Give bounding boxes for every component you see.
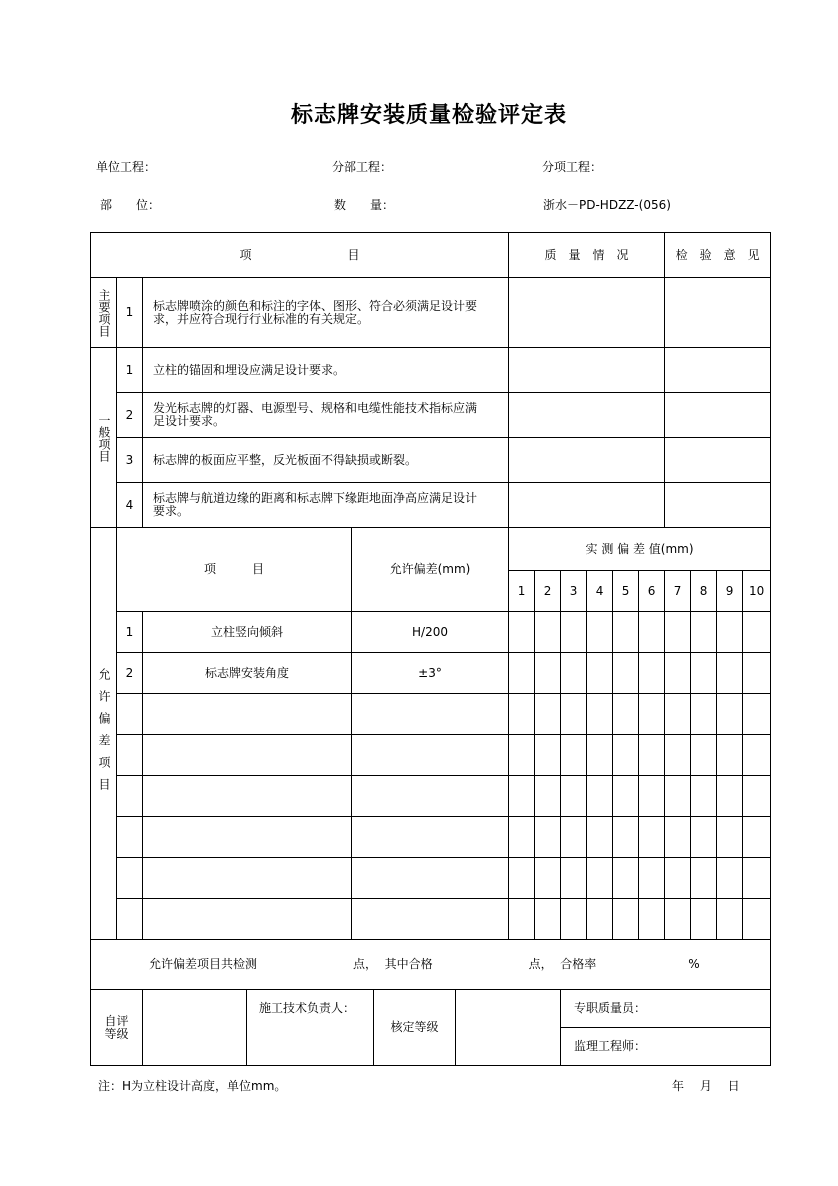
signoff-table bbox=[90, 989, 771, 1066]
measured-value-cell[interactable] bbox=[509, 899, 535, 940]
measure-col-header: 8 bbox=[691, 571, 717, 612]
row-no[interactable] bbox=[117, 735, 143, 776]
deviation-summary bbox=[91, 940, 771, 990]
measured-value-cell[interactable] bbox=[613, 776, 639, 817]
measured-value-cell[interactable] bbox=[639, 899, 665, 940]
measured-value-cell[interactable] bbox=[691, 653, 717, 694]
measured-value-cell[interactable] bbox=[587, 858, 613, 899]
row-no: 3 bbox=[117, 438, 143, 483]
tolerance-header: 允许偏差(mm) bbox=[352, 528, 509, 612]
self-grade-label: 自评等级 bbox=[91, 990, 143, 1066]
measured-value-cell[interactable] bbox=[561, 694, 587, 735]
row-no[interactable] bbox=[117, 817, 143, 858]
measured-value-cell[interactable] bbox=[743, 694, 771, 735]
tech-lead-label: 施工技术负责人： bbox=[247, 990, 374, 1066]
opinion-cell[interactable] bbox=[665, 438, 771, 483]
measured-value-cell[interactable] bbox=[743, 612, 771, 653]
measured-value-cell[interactable] bbox=[665, 858, 691, 899]
measured-value-cell[interactable] bbox=[665, 899, 691, 940]
measured-value-cell[interactable] bbox=[665, 653, 691, 694]
measured-value-cell[interactable] bbox=[613, 735, 639, 776]
deviation-item: 标志牌安装角度 bbox=[143, 653, 352, 694]
deviation-item[interactable] bbox=[143, 694, 352, 735]
inspection-table bbox=[90, 232, 771, 990]
measure-col-header: 7 bbox=[665, 571, 691, 612]
quality-cell[interactable] bbox=[509, 438, 665, 483]
measured-value-cell[interactable] bbox=[639, 612, 665, 653]
tolerance-value[interactable] bbox=[352, 858, 509, 899]
measured-value-cell[interactable] bbox=[665, 776, 691, 817]
measured-value-cell[interactable] bbox=[743, 899, 771, 940]
row-no[interactable] bbox=[117, 899, 143, 940]
measured-value-cell[interactable] bbox=[587, 776, 613, 817]
form-code: 浙水－PD-HDZZ-(056) bbox=[543, 198, 671, 212]
measured-value-cell[interactable] bbox=[665, 735, 691, 776]
quality-cell[interactable] bbox=[509, 278, 665, 348]
measure-col-header: 5 bbox=[613, 571, 639, 612]
deviation-item[interactable] bbox=[143, 735, 352, 776]
measure-col-header: 9 bbox=[717, 571, 743, 612]
measured-value-cell[interactable] bbox=[535, 817, 561, 858]
measured-value-cell[interactable] bbox=[717, 817, 743, 858]
deviation-item[interactable] bbox=[143, 858, 352, 899]
general-group-label: 一般项目 bbox=[97, 413, 111, 462]
row-no: 2 bbox=[117, 393, 143, 438]
measured-value-cell[interactable] bbox=[509, 653, 535, 694]
quantity-label: 数 量： bbox=[334, 198, 395, 212]
measured-value-cell[interactable] bbox=[535, 735, 561, 776]
measured-value-cell[interactable] bbox=[587, 694, 613, 735]
measured-value-cell[interactable] bbox=[509, 694, 535, 735]
tolerance-value[interactable] bbox=[352, 776, 509, 817]
measured-value-cell[interactable] bbox=[639, 776, 665, 817]
measured-value-cell[interactable] bbox=[613, 694, 639, 735]
row-no: 2 bbox=[117, 653, 143, 694]
row-no: 1 bbox=[117, 612, 143, 653]
summary-percent: % bbox=[688, 957, 700, 971]
measured-value-cell[interactable] bbox=[743, 858, 771, 899]
general-item-text: 标志牌与航道边缘的距离和标志牌下缘距地面净高应满足设计要求。 bbox=[143, 483, 509, 528]
measured-value-cell[interactable] bbox=[691, 899, 717, 940]
sub-project-label: 分部工程： bbox=[332, 160, 393, 174]
measured-value-cell[interactable] bbox=[717, 735, 743, 776]
measured-value-cell[interactable] bbox=[743, 735, 771, 776]
measured-value-cell[interactable] bbox=[535, 694, 561, 735]
measured-value-cell[interactable] bbox=[561, 612, 587, 653]
row-no: 1 bbox=[117, 348, 143, 393]
deviation-item: 立柱竖向倾斜 bbox=[143, 612, 352, 653]
measure-col-header: 4 bbox=[587, 571, 613, 612]
deviation-item[interactable] bbox=[143, 776, 352, 817]
opinion-cell[interactable] bbox=[665, 483, 771, 528]
measure-col-header: 3 bbox=[561, 571, 587, 612]
measured-value-cell[interactable] bbox=[743, 776, 771, 817]
measured-value-cell[interactable] bbox=[535, 776, 561, 817]
deviation-item[interactable] bbox=[143, 817, 352, 858]
deviation-item-header: 项 目 bbox=[117, 528, 352, 612]
measured-value-cell[interactable] bbox=[613, 899, 639, 940]
measured-value-cell[interactable] bbox=[665, 817, 691, 858]
supervisor-label: 监理工程师： bbox=[561, 1028, 771, 1066]
opinion-cell[interactable] bbox=[665, 278, 771, 348]
location-label: 部 位： bbox=[100, 198, 161, 212]
measured-value-cell[interactable] bbox=[717, 653, 743, 694]
main-item-text: 标志牌喷涂的颜色和标注的字体、图形、符合必须满足设计要求，并应符合现行行业标准的有关规定。 bbox=[143, 278, 509, 348]
measured-value-cell[interactable] bbox=[509, 776, 535, 817]
quality-cell[interactable] bbox=[509, 348, 665, 393]
opinion-cell[interactable] bbox=[665, 393, 771, 438]
measured-value-cell[interactable] bbox=[587, 735, 613, 776]
measure-col-header: 2 bbox=[535, 571, 561, 612]
measured-value-cell[interactable] bbox=[613, 653, 639, 694]
tolerance-value[interactable] bbox=[352, 694, 509, 735]
measured-value-cell[interactable] bbox=[613, 817, 639, 858]
measured-value-cell[interactable] bbox=[535, 858, 561, 899]
measured-value-cell[interactable] bbox=[691, 612, 717, 653]
summary-passed: 点， 其中合格 bbox=[353, 957, 433, 971]
measured-value-cell[interactable] bbox=[691, 817, 717, 858]
unit-project-label: 单位工程： bbox=[96, 160, 157, 174]
measured-value-cell[interactable] bbox=[509, 858, 535, 899]
measured-value-cell[interactable] bbox=[691, 735, 717, 776]
measured-value-cell[interactable] bbox=[613, 612, 639, 653]
tolerance-value[interactable] bbox=[352, 735, 509, 776]
measured-value-cell[interactable] bbox=[587, 817, 613, 858]
measured-value-cell[interactable] bbox=[691, 694, 717, 735]
measure-col-header: 1 bbox=[509, 571, 535, 612]
row-no[interactable] bbox=[117, 694, 143, 735]
tolerance-value: H/200 bbox=[352, 612, 509, 653]
self-grade-cell[interactable] bbox=[143, 990, 247, 1066]
measured-value-cell[interactable] bbox=[665, 694, 691, 735]
tolerance-value[interactable] bbox=[352, 817, 509, 858]
measured-value-cell[interactable] bbox=[561, 653, 587, 694]
measured-value-cell[interactable] bbox=[535, 653, 561, 694]
item-project-label: 分项工程： bbox=[542, 160, 603, 174]
measured-value-cell[interactable] bbox=[587, 899, 613, 940]
main-group-label: 主要项目 bbox=[97, 288, 111, 337]
measured-value-cell[interactable] bbox=[639, 694, 665, 735]
measured-value-cell[interactable] bbox=[639, 653, 665, 694]
quality-cell[interactable] bbox=[509, 393, 665, 438]
measured-value-cell[interactable] bbox=[639, 735, 665, 776]
tolerance-value[interactable] bbox=[352, 899, 509, 940]
measure-col-header: 10 bbox=[743, 571, 771, 612]
measured-value-cell[interactable] bbox=[639, 858, 665, 899]
measured-value-cell[interactable] bbox=[587, 612, 613, 653]
general-item-text: 立柱的锚固和埋设应满足设计要求。 bbox=[143, 348, 509, 393]
row-no: 4 bbox=[117, 483, 143, 528]
measured-value-cell[interactable] bbox=[665, 612, 691, 653]
opinion-header: 检 验 意 见 bbox=[665, 233, 771, 278]
measured-value-cell[interactable] bbox=[613, 858, 639, 899]
summary-total: 允许偏差项目共检测 bbox=[149, 957, 258, 971]
measured-value-cell[interactable] bbox=[561, 817, 587, 858]
measured-value-cell[interactable] bbox=[561, 776, 587, 817]
measured-header: 实 测 偏 差 值(mm) bbox=[509, 528, 771, 571]
measured-value-cell[interactable] bbox=[691, 776, 717, 817]
measured-value-cell[interactable] bbox=[717, 858, 743, 899]
general-item-text: 发光标志牌的灯器、电源型号、规格和电缆性能技术指标应满足设计要求。 bbox=[143, 393, 509, 438]
page-title: 标志牌安装质量检验评定表 bbox=[290, 103, 567, 128]
measured-value-cell[interactable] bbox=[743, 653, 771, 694]
measured-value-cell[interactable] bbox=[717, 776, 743, 817]
deviation-item[interactable] bbox=[143, 899, 352, 940]
verify-grade-label: 核定等级 bbox=[374, 990, 456, 1066]
measured-value-cell[interactable] bbox=[691, 858, 717, 899]
measured-value-cell[interactable] bbox=[561, 858, 587, 899]
measured-value-cell[interactable] bbox=[587, 653, 613, 694]
deviation-group-label: 允许偏差项目 bbox=[97, 667, 111, 800]
measured-value-cell[interactable] bbox=[717, 694, 743, 735]
measured-value-cell[interactable] bbox=[509, 735, 535, 776]
measured-value-cell[interactable] bbox=[535, 612, 561, 653]
date-label: 年 月 日 bbox=[672, 1079, 740, 1093]
measured-value-cell[interactable] bbox=[509, 612, 535, 653]
measured-value-cell[interactable] bbox=[509, 817, 535, 858]
quality-header: 质 量 情 况 bbox=[509, 233, 665, 278]
quality-cell[interactable] bbox=[509, 483, 665, 528]
general-item-text: 标志牌的板面应平整，反光板面不得缺损或断裂。 bbox=[143, 438, 509, 483]
item-header: 项 目 bbox=[91, 233, 509, 278]
measured-value-cell[interactable] bbox=[639, 817, 665, 858]
footnote: 注：H为立柱设计高度，单位mm。 bbox=[98, 1079, 287, 1093]
summary-rate: 点， 合格率 bbox=[528, 957, 597, 971]
measured-value-cell[interactable] bbox=[535, 899, 561, 940]
qc-officer-label: 专职质量员： bbox=[561, 990, 771, 1028]
tolerance-value: ±3° bbox=[352, 653, 509, 694]
measured-value-cell[interactable] bbox=[743, 817, 771, 858]
row-no[interactable] bbox=[117, 858, 143, 899]
measure-col-header: 6 bbox=[639, 571, 665, 612]
verify-grade-cell[interactable] bbox=[456, 990, 561, 1066]
opinion-cell[interactable] bbox=[665, 348, 771, 393]
measured-value-cell[interactable] bbox=[717, 612, 743, 653]
measured-value-cell[interactable] bbox=[717, 899, 743, 940]
row-no: 1 bbox=[117, 278, 143, 348]
measured-value-cell[interactable] bbox=[561, 735, 587, 776]
measured-value-cell[interactable] bbox=[561, 899, 587, 940]
row-no[interactable] bbox=[117, 776, 143, 817]
